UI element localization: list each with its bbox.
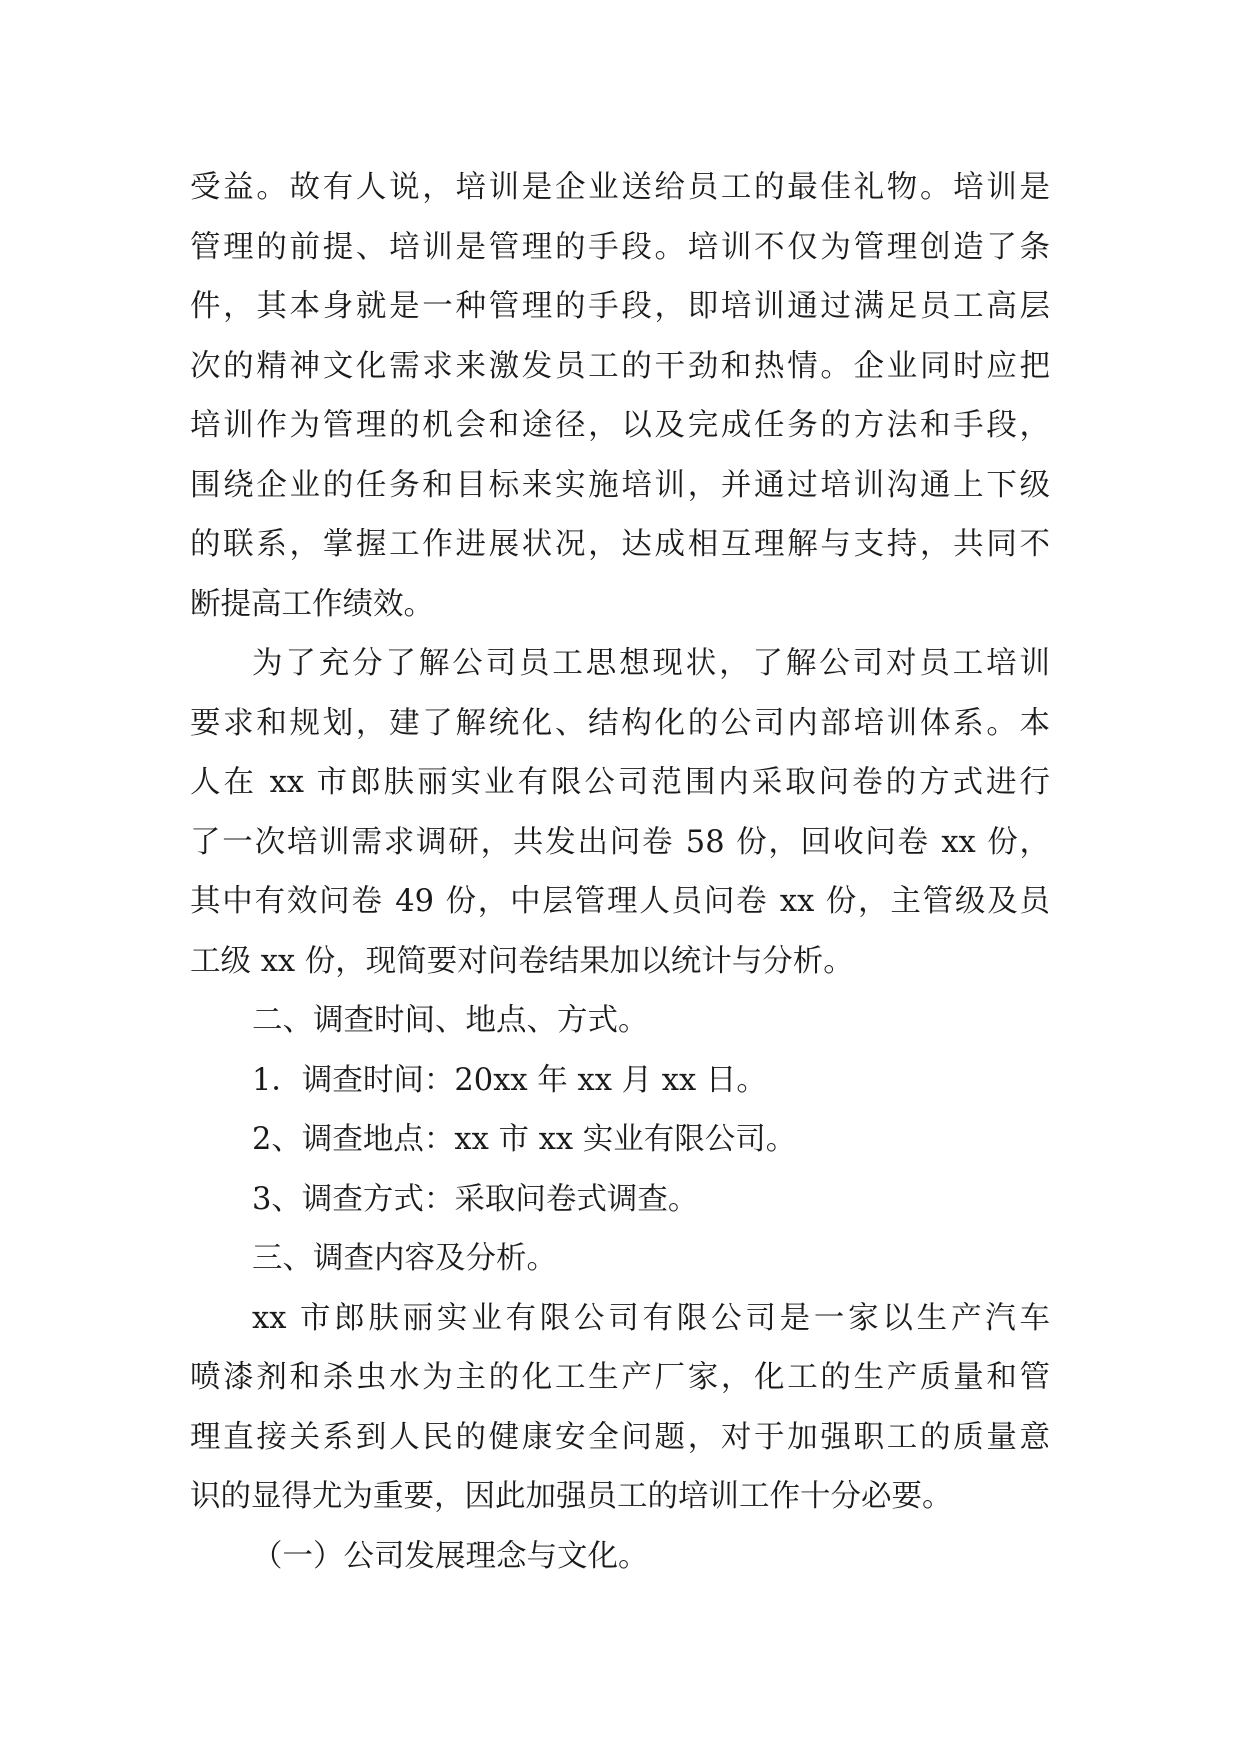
text-line: 了一次培训需求调研，共发出问卷 58 份，回收问卷 xx 份， <box>190 824 1050 860</box>
text-line: 围绕企业的任务和目标来实施培训，并通过培训沟通上下级 <box>190 467 1050 503</box>
text-line: 理直接关系到人民的健康安全问题，对于加强职工的质量意 <box>190 1419 1050 1455</box>
list-item: 3、调查方式：采取问卷式调查。 <box>252 1181 699 1217</box>
text-line: xx 市郎肤丽实业有限公司有限公司是一家以生产汽车 <box>252 1300 1050 1336</box>
text-line: 管理的前提、培训是管理的手段。培训不仅为管理创造了条 <box>190 229 1050 265</box>
text-line: 次的精神文化需求来激发员工的干劲和热情。企业同时应把 <box>190 348 1050 384</box>
section-heading: 三、调查内容及分析。 <box>252 1241 557 1276</box>
text-line: 的联系，掌握工作进展状况，达成相互理解与支持，共同不 <box>190 527 1050 562</box>
text-line: 其中有效问卷 49 份，中层管理人员问卷 xx 份，主管级及员 <box>190 884 1050 919</box>
text-line: 断提高工作绩效。 <box>190 586 434 622</box>
text-line: 喷漆剂和杀虫水为主的化工生产厂家，化工的生产质量和管 <box>190 1360 1050 1395</box>
text-line: 人在 xx 市郎肤丽实业有限公司范围内采取问卷的方式进行 <box>190 765 1050 800</box>
list-item: 2、调查地点：xx 市 xx 实业有限公司。 <box>252 1122 797 1157</box>
text-line: 识的显得尤为重要，因此加强员工的培训工作十分必要。 <box>190 1479 953 1514</box>
section-heading: 二、调查时间、地点、方式。 <box>252 1003 649 1038</box>
list-item: 1．调查时间：20xx 年 xx 月 xx 日。 <box>252 1062 767 1098</box>
text-line: 受益。故有人说，培训是企业送给员工的最佳礼物。培训是 <box>190 170 1050 205</box>
text-line: 件，其本身就是一种管理的手段，即培训通过满足员工高层 <box>190 289 1050 324</box>
subsection-heading: （一）公司发展理念与文化。 <box>252 1538 649 1574</box>
body-text <box>190 158 1050 1586</box>
text-line: 为了充分了解公司员工思想现状，了解公司对员工培训 <box>252 646 1050 681</box>
text-line: 工级 xx 份，现简要对问卷结果加以统计与分析。 <box>190 943 854 979</box>
text-line: 培训作为管理的机会和途径，以及完成任务的方法和手段， <box>190 408 1050 443</box>
text-line: 要求和规划，建了解统化、结构化的公司内部培训体系。本 <box>190 705 1050 741</box>
